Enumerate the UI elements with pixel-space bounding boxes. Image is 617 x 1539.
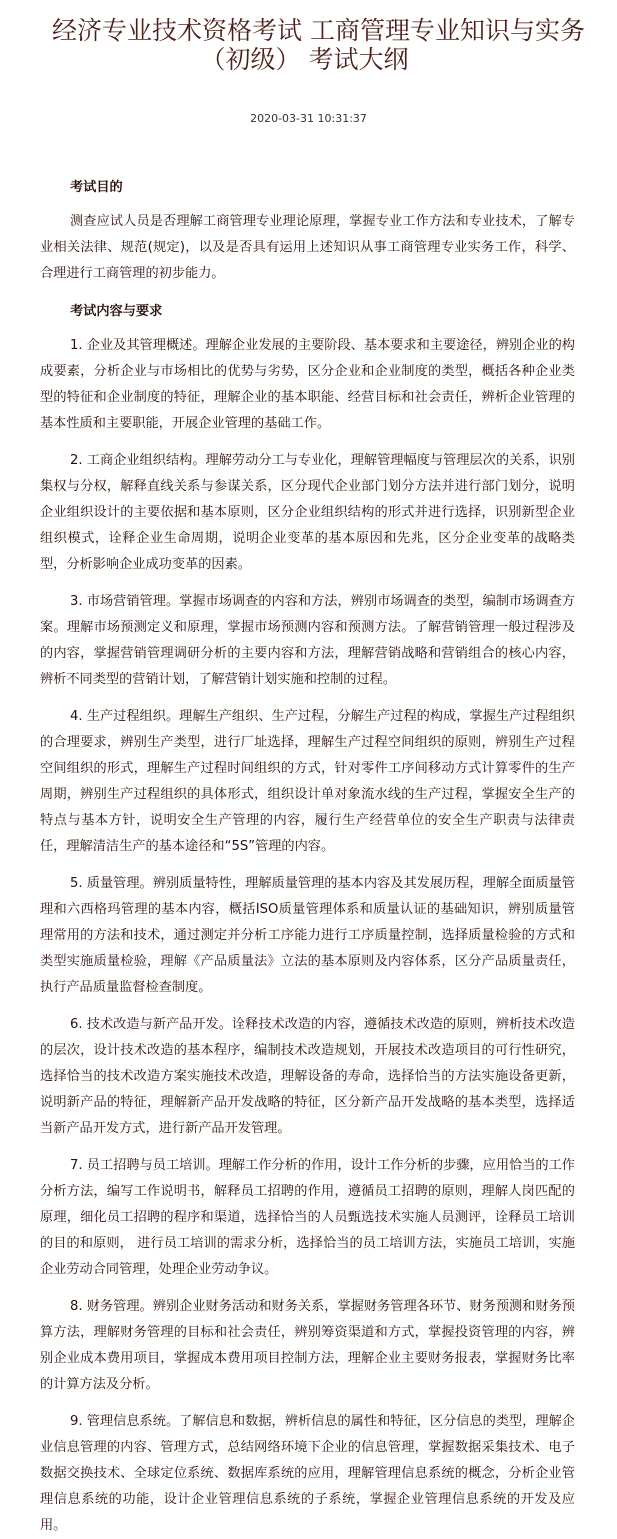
content-item-2: 2. 工商企业组织结构。理解劳动分工与专业化，理解管理幅度与管理层次的关系，识别集权与分权，解释直线关系与参谋关系，区分现代企业部门划分方法并进行部门划分，说明企业组织设计的主要依据和基本原则，区分企业组织结构的形式并进行选择，识别新型企业组织模式，诠释企业生命周期，说明企业变革的基本原因和先兆，区分企业变革的战略类型，分析影响企业成功变革的因素。 — [40, 453, 575, 572]
article-title — [40, 16, 617, 74]
content-item-9: 9. 管理信息系统。了解信息和数据，辨析信息的属性和特征，区分信息的类型，理解企业信息管理的内容、管理方式，总结网络环境下企业的信息管理，掌握数据采集技术、电子数据交换技术、全球定位系统、数据库系统的应用，理解管理信息系统的概念，分析企业管理信息系统的功能，设计企业管理信息系统的子系统，掌握企业管理信息系统的开发及应用。 — [40, 1414, 575, 1533]
content-item-4: 4. 生产过程组织。理解生产组织、生产过程，分解生产过程的构成，掌握生产过程组织的合理要求，辨别生产类型，进行厂址选择，理解生产过程空间组织的原则，辨别生产过程空间组织的形式，理解生产过程时间组织的方式，针对零件工序间移动方式计算零件的生产周期，辨别生产过程组织的具体形式，组织设计单对象流水线的生产过程，掌握安全生产的特点与基本方针，说明安全生产管理的内容，履行生产经营单位的安全生产职责与法律责任，理解清洁生产的基本途径和“5S”管理的内容。 — [40, 709, 575, 854]
content-item-3: 3. 市场营销管理。掌握市场调查的内容和方法，辨别市场调查的类型，编制市场调查方案。理解市场预测定义和原理，掌握市场预测内容和预测方法。了解营销管理一般过程涉及的内容，掌握营销管理调研分析的主要内容和方法，理解营销战略和营销组合的核心内容，辨析不同类型的营销计划，了解营销计划实施和控制的过程。 — [40, 594, 575, 687]
article-title-line1: 经济专业技术资格考试 工商管理专业知识与实务 — [52, 16, 585, 45]
content-item-6: 6. 技术改造与新产品开发。诠释技术改造的内容，遵循技术改造的原则，辨析技术改造的层次，设计技术改造的基本程序，编制技术改造规划，开展技术改造项目的可行性研究，选择恰当的技术改造方案实施技术改造，理解设备的寿命，选择恰当的方法实施设备更新，说明新产品的特征，理解新产品开发战略的特征，区分新产品开发战略的基本类型，选择适当新产品开发方式，进行新产品开发管理。 — [40, 1017, 575, 1136]
content-item-1: 1. 企业及其管理概述。理解企业发展的主要阶段、基本要求和主要途径，辨别企业的构成要素，分析企业与市场相比的优势与劣势，区分企业和企业制度的类型，概括各种企业类型的特征和企业制度的特征，理解企业的基本职能、经营目标和社会责任，辨析企业管理的基本性质和主要职能，开展企业管理的基础工作。 — [40, 338, 575, 431]
publish-datetime: 2020-03-31 10:31:37 — [250, 112, 367, 125]
article-title-line2: （初级） 考试大纲 — [200, 45, 409, 74]
content-item-7: 7. 员工招聘与员工培训。理解工作分析的作用，设计工作分析的步骤，应用恰当的工作分析方法，编写工作说明书，解释员工招聘的作用，遵循员工招聘的原则，理解人岗匹配的原理，细化员工招聘的程序和渠道，选择恰当的人员甄选技术实施人员测评，诠释员工培训的目的和原则， 进行员工培训的需求分析，选择恰当的员工培训方法，实施员工培训，实施企业劳动合同管理，处理企业劳动争议。 — [40, 1158, 575, 1277]
section-heading-purpose: 考试目的 — [70, 180, 123, 195]
content-item-5: 5. 质量管理。辨别质量特性，理解质量管理的基本内容及其发展历程，理解全面质量管理和六西格玛管理的基本内容，概括ISO质量管理体系和质量认证的基础知识，辨别质量管理常用的方法和技术，通过测定并分析工序能力进行工序质量控制，选择质量检验的方式和类型实施质量检验，理解《产品质量法》立法的基本原则及内容体系，区分产品质量责任，执行产品质量监督检查制度。 — [40, 876, 575, 995]
content-item-8: 8. 财务管理。辨别企业财务活动和财务关系，掌握财务管理各环节、财务预测和财务预算方法，理解财务管理的目标和社会责任，辨别筹资渠道和方式，掌握投资管理的内容，辨别企业成本费用项目，掌握成本费用项目控制方法，理解企业主要财务报表，掌握财务比率的计算方法及分析。 — [40, 1299, 575, 1392]
article-body — [40, 175, 575, 1539]
section-paragraph-purpose: 测查应试人员是否理解工商管理专业理论原理，掌握专业工作方法和专业技术，了解专业相关法律、规范(规定)，以及是否具有运用上述知识从事工商管理专业实务工作，科学、合理进行工商管理的初步能力。 — [40, 214, 575, 281]
article-page — [0, 16, 617, 1533]
section-heading-content: 考试内容与要求 — [70, 304, 163, 319]
